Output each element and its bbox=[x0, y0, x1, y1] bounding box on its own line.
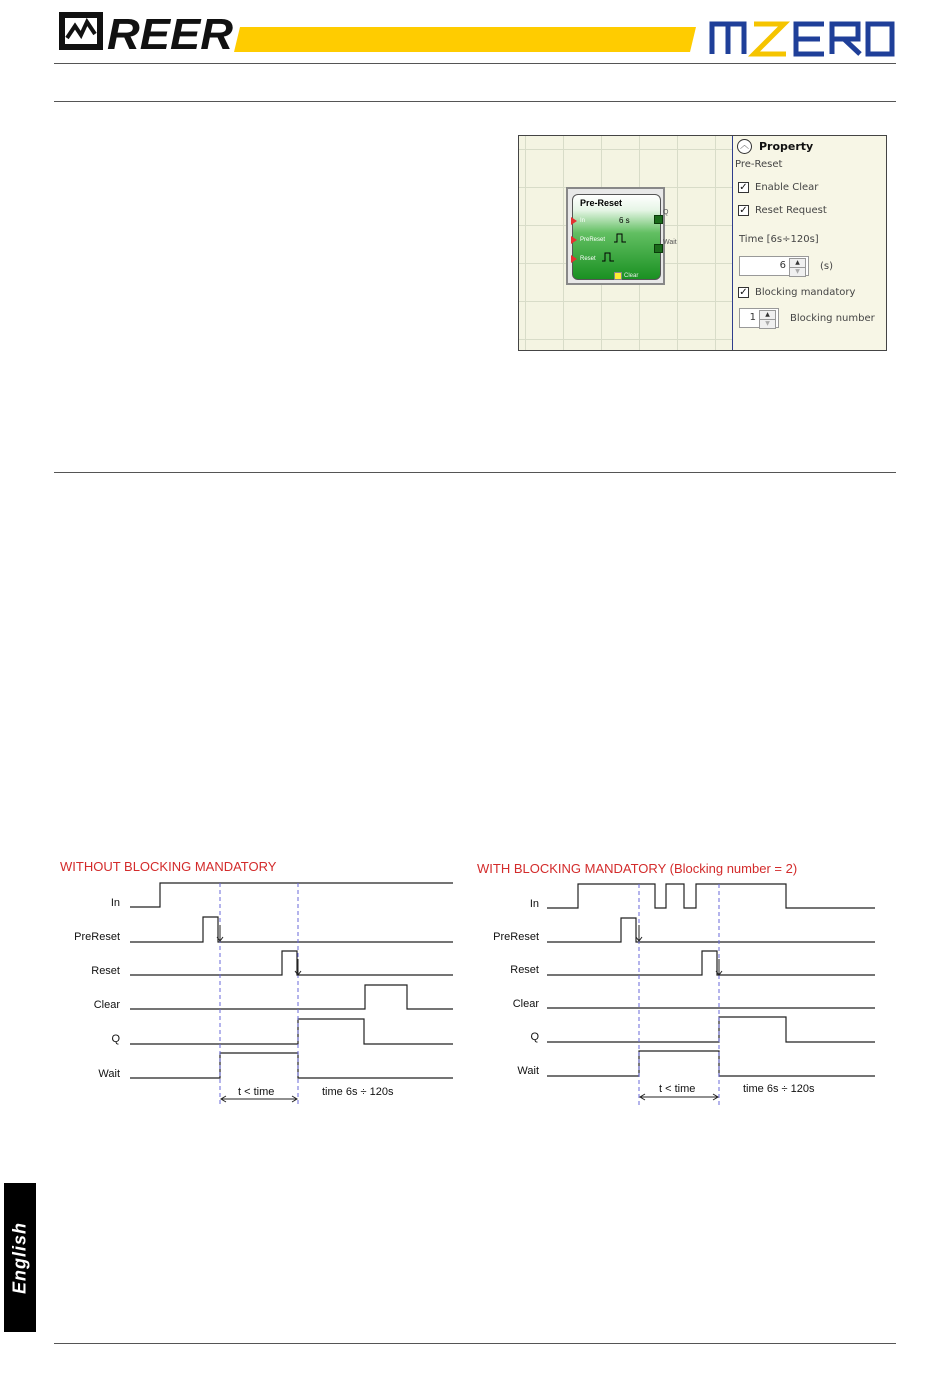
waveform-prereset bbox=[547, 918, 875, 942]
block-time: 6 s bbox=[619, 216, 630, 225]
signal-label: Q bbox=[530, 1031, 539, 1043]
time-range-label: time 6s ÷ 120s bbox=[322, 1086, 394, 1098]
block-input-label: In bbox=[580, 218, 586, 224]
section-rule-middle bbox=[54, 472, 896, 473]
timing-diagram-with-blocking bbox=[477, 855, 887, 1115]
mzero-logo bbox=[708, 18, 896, 58]
interval-label: t < time bbox=[659, 1083, 696, 1095]
blocking-number-value: 1 bbox=[749, 312, 756, 323]
section-rule-top bbox=[54, 101, 896, 102]
collapse-icon[interactable]: ︿ bbox=[737, 139, 752, 154]
pre-reset-block-body bbox=[572, 194, 661, 280]
time-value: 6 bbox=[779, 260, 786, 271]
signal-label: Clear bbox=[93, 999, 120, 1011]
editor-grid bbox=[519, 136, 733, 351]
reer-logo bbox=[57, 8, 237, 56]
block-title: Pre-Reset bbox=[580, 198, 623, 208]
property-title: Property bbox=[759, 140, 814, 153]
timing-waveforms bbox=[60, 855, 460, 1115]
waveform-in bbox=[547, 884, 875, 908]
input-arrow-icon bbox=[571, 236, 577, 244]
waveform-prereset bbox=[130, 917, 453, 942]
waveform-reset bbox=[130, 951, 453, 975]
timing-waveforms bbox=[477, 855, 887, 1115]
property-panel-screenshot bbox=[518, 135, 887, 351]
blocking-number-label: Blocking number bbox=[790, 313, 875, 324]
time-unit: (s) bbox=[820, 261, 834, 272]
clear-port[interactable] bbox=[614, 272, 622, 280]
signal-label: PreReset bbox=[493, 931, 539, 943]
header-rule bbox=[54, 63, 896, 64]
language-side-tab bbox=[4, 1183, 36, 1332]
waveform-clear bbox=[130, 985, 453, 1009]
signal-label: Wait bbox=[98, 1068, 120, 1080]
spin-up-icon[interactable]: ▲ bbox=[789, 258, 806, 268]
edge-arrow-icon bbox=[295, 959, 301, 975]
footer-rule bbox=[54, 1343, 896, 1344]
language-label: English bbox=[9, 1221, 30, 1294]
output-port-wait[interactable] bbox=[654, 244, 663, 253]
signal-label: Clear bbox=[512, 998, 539, 1010]
output-label-q: Q bbox=[663, 209, 669, 216]
spin-down-icon[interactable]: ▼ bbox=[789, 267, 806, 277]
waveform-q bbox=[130, 1019, 453, 1044]
signal-label: In bbox=[529, 898, 539, 910]
blocking-number-spinner[interactable] bbox=[739, 308, 779, 328]
waveform-wait bbox=[130, 1053, 453, 1078]
signal-label: Reset bbox=[510, 964, 539, 976]
enable-clear-checkbox[interactable]: ✓ bbox=[739, 182, 748, 193]
signal-label: PreReset bbox=[74, 931, 120, 943]
enable-clear-label: Enable Clear bbox=[755, 182, 819, 193]
header-yellow-bar bbox=[234, 27, 696, 52]
signal-label: Wait bbox=[517, 1065, 539, 1077]
time-spinner[interactable] bbox=[739, 256, 809, 276]
waveform-reset bbox=[547, 951, 875, 975]
time-label: Time [6s÷120s] bbox=[739, 234, 819, 245]
output-port-q[interactable] bbox=[654, 215, 663, 224]
time-range-label: time 6s ÷ 120s bbox=[743, 1083, 815, 1095]
output-label-wait: Wait bbox=[663, 239, 677, 246]
pulse-icon bbox=[602, 252, 614, 262]
diagram-title: WITH BLOCKING MANDATORY (Blocking number = 2) bbox=[477, 861, 798, 876]
input-arrow-icon bbox=[571, 255, 577, 263]
waveform-wait bbox=[547, 1051, 875, 1076]
spin-down-icon[interactable]: ▼ bbox=[759, 319, 776, 329]
signal-label: In bbox=[110, 897, 120, 909]
pre-reset-block[interactable] bbox=[566, 187, 665, 285]
reer-logo-text: REER bbox=[107, 10, 234, 56]
signal-label: Reset bbox=[91, 965, 120, 977]
diagram-title: WITHOUT BLOCKING MANDATORY bbox=[60, 859, 277, 874]
blocking-mandatory-checkbox[interactable]: ✓ bbox=[739, 287, 748, 298]
timing-diagram-without-blocking bbox=[60, 855, 460, 1115]
blocking-mandatory-label: Blocking mandatory bbox=[755, 287, 856, 298]
edge-arrow-icon bbox=[636, 925, 642, 941]
waveform-in bbox=[130, 883, 453, 907]
clear-label: Clear bbox=[624, 273, 639, 279]
signal-label: Q bbox=[111, 1033, 120, 1045]
reset-request-label: Reset Request bbox=[755, 205, 827, 216]
property-subtitle: Pre-Reset bbox=[735, 159, 783, 170]
property-list bbox=[734, 136, 887, 351]
block-input-label: Reset bbox=[580, 256, 596, 262]
spin-up-icon[interactable]: ▲ bbox=[759, 310, 776, 320]
waveform-q bbox=[547, 1017, 875, 1042]
block-input-label: PreReset bbox=[580, 237, 606, 243]
input-arrow-icon bbox=[571, 217, 577, 225]
reset-request-checkbox[interactable]: ✓ bbox=[739, 205, 748, 216]
interval-label: t < time bbox=[238, 1086, 275, 1098]
pulse-icon bbox=[614, 233, 626, 243]
